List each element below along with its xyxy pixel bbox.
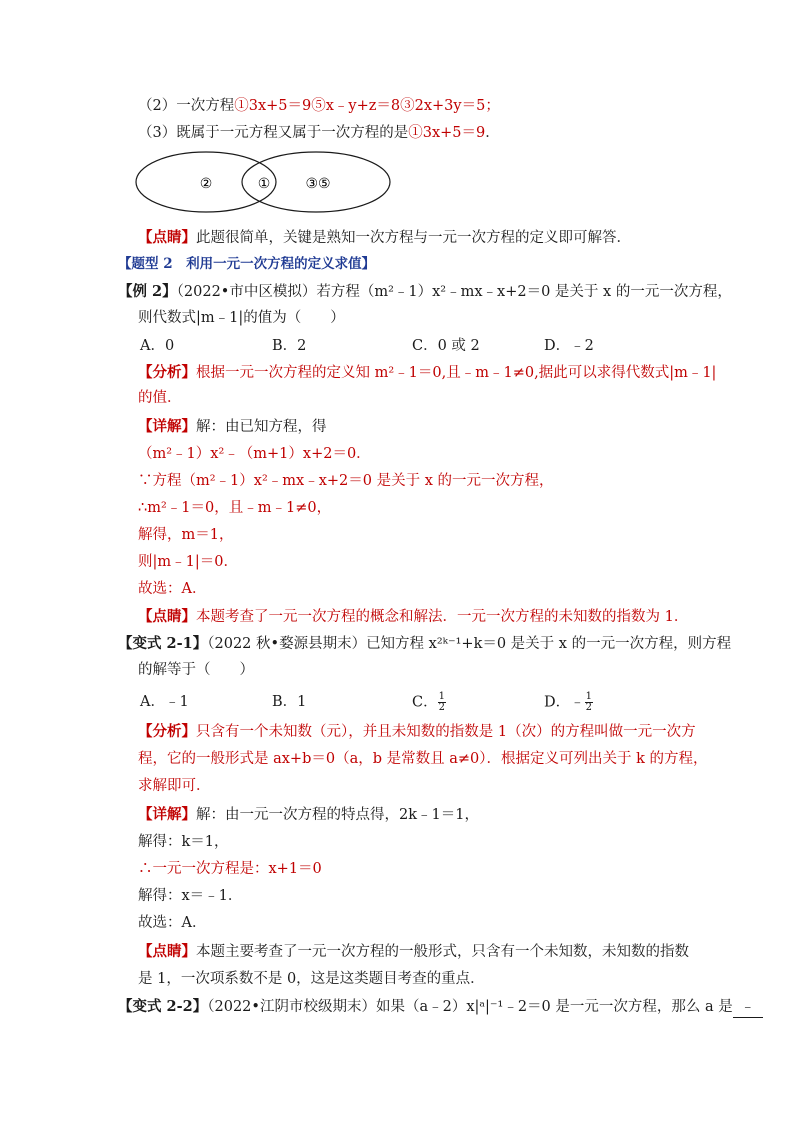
example2-detail-2: （m²﹣1）x²﹣（m+1）x+2＝0． xyxy=(138,446,371,462)
variant21-line1: 【变式 2-1】（2022 秋•婺源县期末）已知方程 x²ᵏ⁻¹+k＝0 是关于 x 的一元一次方程，则方程 xyxy=(118,635,732,652)
variant21-detail-5: 故选：A． xyxy=(138,915,207,931)
answer-line-3: （3）既属于一元方程又属于一次方程的是①3x+5＝9． xyxy=(138,125,500,141)
venn-center-label: ① xyxy=(257,176,271,192)
variant21-detail-4: 解得：x＝﹣1． xyxy=(138,888,243,904)
answer-line-2: （2）一次方程①3x+5＝9⑤x﹣y+z＝8③2x+3y＝5； xyxy=(138,98,500,114)
variant21-dianjing-1: 【点睛】本题主要考查了一元一次方程的一般形式，只含有一个未知数，未知数的指数 xyxy=(138,943,689,960)
example2-detail-6: 则|m﹣1|＝0． xyxy=(138,554,238,570)
example2-line1: 【例 2】（2022•市中区模拟）若方程（m²﹣1）x²﹣mx﹣x+2＝0 是关于 x 的一元一次方程， xyxy=(118,283,732,300)
answer-equations-2: ①3x+5＝9⑤x﹣y+z＝8③2x+3y＝5； xyxy=(234,98,500,114)
example2-option-d: D．﹣2 xyxy=(544,338,594,354)
variant22-line1: 【变式 2-2】（2022•江阴市校级期末）如果（a﹣2）x|ᵃ|⁻¹﹣2＝0 是一元一次方程，那么 a 是 ﹣ xyxy=(118,997,763,1018)
variant21-option-c: C． $\frac{1}{2}$ xyxy=(412,691,445,713)
answer-blank: ﹣ xyxy=(733,997,763,1018)
variant21-option-a: A．﹣1 xyxy=(140,694,189,710)
answer-equation-3: ①3x+5＝9 xyxy=(408,125,486,141)
variant21-option-b: B．1 xyxy=(272,694,307,710)
example2-detail-7: 故选：A． xyxy=(138,581,207,597)
venn-right-label: ③⑤ xyxy=(305,176,331,192)
example2-option-b: B．2 xyxy=(272,338,307,354)
fraction-half: $\frac{1}{2}$ xyxy=(585,691,593,713)
variant21-detail-1: 【详解】解：由一元一次方程的特点得，2k﹣1＝1， xyxy=(138,806,479,823)
variant21-line2: 的解等于（ ） xyxy=(138,662,254,678)
variant21-analysis-3: 求解即可． xyxy=(138,778,211,794)
example2-analysis-2: 的值． xyxy=(138,390,182,406)
venn-diagram xyxy=(130,145,400,220)
variant21-option-d: D．﹣ $\frac{1}{2}$ xyxy=(544,691,593,713)
example2-option-a: A．0 xyxy=(140,338,175,354)
example2-detail-5: 解得，m＝1， xyxy=(138,527,234,543)
variant21-dianjing-2: 是 1，一次项系数不是 0，这是这类题目考查的重点． xyxy=(138,971,485,987)
variant21-detail-3: ∴一元一次方程是：x+1＝0 xyxy=(138,861,322,877)
example2-option-c: C．0 或 2 xyxy=(412,338,480,354)
example2-detail-3: ∵方程（m²﹣1）x²﹣mx﹣x+2＝0 是关于 x 的一元一次方程， xyxy=(138,473,554,489)
example2-dianjing: 【点睛】本题考查了一元一次方程的概念和解法．一元一次方程的未知数的指数为 1． xyxy=(138,608,689,625)
fraction-half: $\frac{1}{2}$ xyxy=(438,691,445,713)
dianjing-1: 【点睛】此题很简单，关键是熟知一次方程与一元一次方程的定义即可解答． xyxy=(138,229,631,246)
example2-detail-4: ∴m²﹣1＝0，且﹣m﹣1≠0， xyxy=(138,500,332,516)
example2-line2: 则代数式|m﹣1|的值为（ ） xyxy=(138,310,345,326)
variant21-analysis-1: 【分析】只含有一个未知数（元），并且未知数的指数是 1（次）的方程叫做一元一次方 xyxy=(138,723,696,740)
example2-detail-1: 【详解】解：由已知方程，得 xyxy=(138,418,327,435)
variant21-detail-2: 解得：k＝1， xyxy=(138,834,229,850)
example2-analysis: 【分析】根据一元一次方程的定义知 m²﹣1＝0,且﹣m﹣1≠0,据此可以求得代数式|m﹣1| xyxy=(138,364,717,381)
variant21-analysis-2: 程，它的一般形式是 ax+b＝0（a，b 是常数且 a≠0）．根据定义可列出关于 k 的方程， xyxy=(138,751,708,767)
venn-left-label: ② xyxy=(199,176,213,192)
section-title: 【题型 2 利用一元一次方程的定义求值】 xyxy=(118,256,376,272)
